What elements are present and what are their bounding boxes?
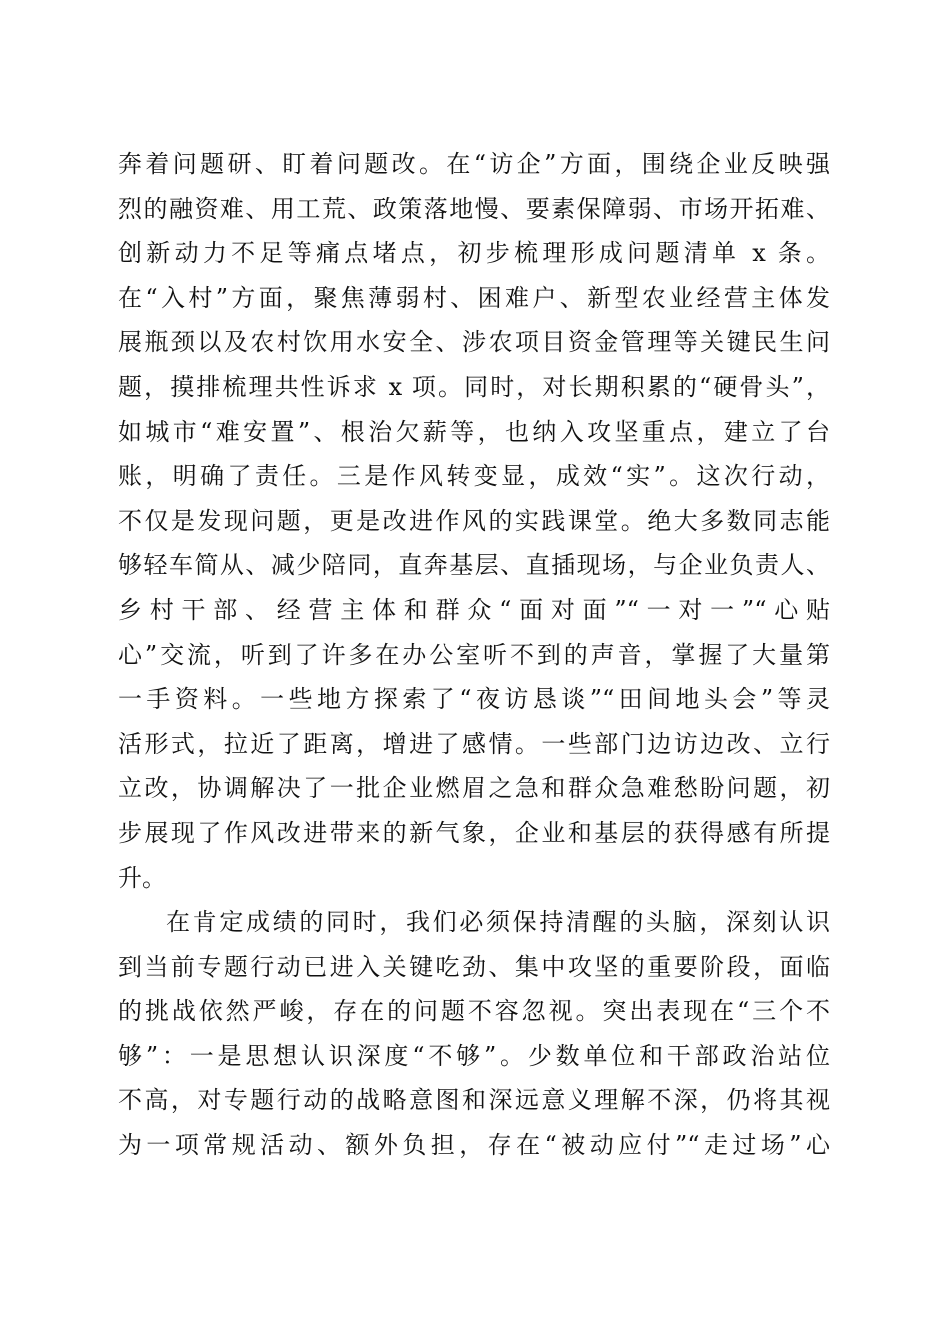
text-line: 的挑战依然严峻，存在的问题不容忽视。突出表现在“三个不 (118, 997, 830, 1026)
text-line: 升。 (118, 863, 166, 892)
text-line: 展瓶颈以及农村饮用水安全、涉农项目资金管理等关键民生问 (118, 328, 830, 357)
text-line: 步展现了作风改进带来的新气象，企业和基层的获得感有所提 (118, 818, 830, 847)
text-line: 够”：一是思想认识深度“不够”。少数单位和干部政治站位 (118, 1041, 830, 1070)
text-line: 不高，对专题行动的战略意图和深远意义理解不深，仍将其视 (118, 1086, 830, 1115)
text-line: 乡村干部、经营主体和群众“面对面”“一对一”“心贴 (118, 595, 830, 624)
document-body (118, 142, 830, 1168)
text-line: 题，摸排梳理共性诉求 x 项。同时，对长期积累的“硬骨头”， (118, 372, 830, 401)
text-line: 到当前专题行动已进入关键吃劲、集中攻坚的重要阶段，面临 (118, 952, 830, 981)
text-line: 烈的融资难、用工荒、政策落地慢、要素保障弱、市场开拓难、 (118, 194, 830, 223)
text-line: 在肯定成绩的同时，我们必须保持清醒的头脑，深刻认识 (166, 908, 830, 937)
text-line: 活形式，拉近了距离，增进了感情。一些部门边访边改、立行 (118, 729, 830, 758)
text-line: 心”交流，听到了许多在办公室听不到的声音，掌握了大量第 (118, 640, 830, 669)
text-line: 如城市“难安置”、根治欠薪等，也纳入攻坚重点，建立了台 (118, 417, 830, 446)
paragraph-2 (118, 900, 830, 1168)
text-line: 立改，协调解决了一批企业燃眉之急和群众急难愁盼问题，初 (118, 774, 830, 803)
paragraph-1 (118, 142, 830, 900)
text-line: 一手资料。一些地方探索了“夜访恳谈”“田间地头会”等灵 (118, 685, 830, 714)
text-line: 奔着问题研、盯着问题改。在“访企”方面，围绕企业反映强 (118, 150, 830, 178)
text-line: 创新动力不足等痛点堵点，初步梳理形成问题清单 x 条。 (118, 239, 830, 268)
text-line: 为一项常规活动、额外负担，存在“被动应付”“走过场”心 (118, 1131, 830, 1160)
text-line: 够轻车简从、减少陪同，直奔基层、直插现场，与企业负责人、 (118, 551, 830, 580)
text-line: 不仅是发现问题，更是改进作风的实践课堂。绝大多数同志能 (118, 506, 830, 535)
text-line: 账，明确了责任。三是作风转变显，成效“实”。这次行动， (118, 462, 830, 491)
text-line: 在“入村”方面，聚焦薄弱村、困难户、新型农业经营主体发 (118, 283, 830, 312)
